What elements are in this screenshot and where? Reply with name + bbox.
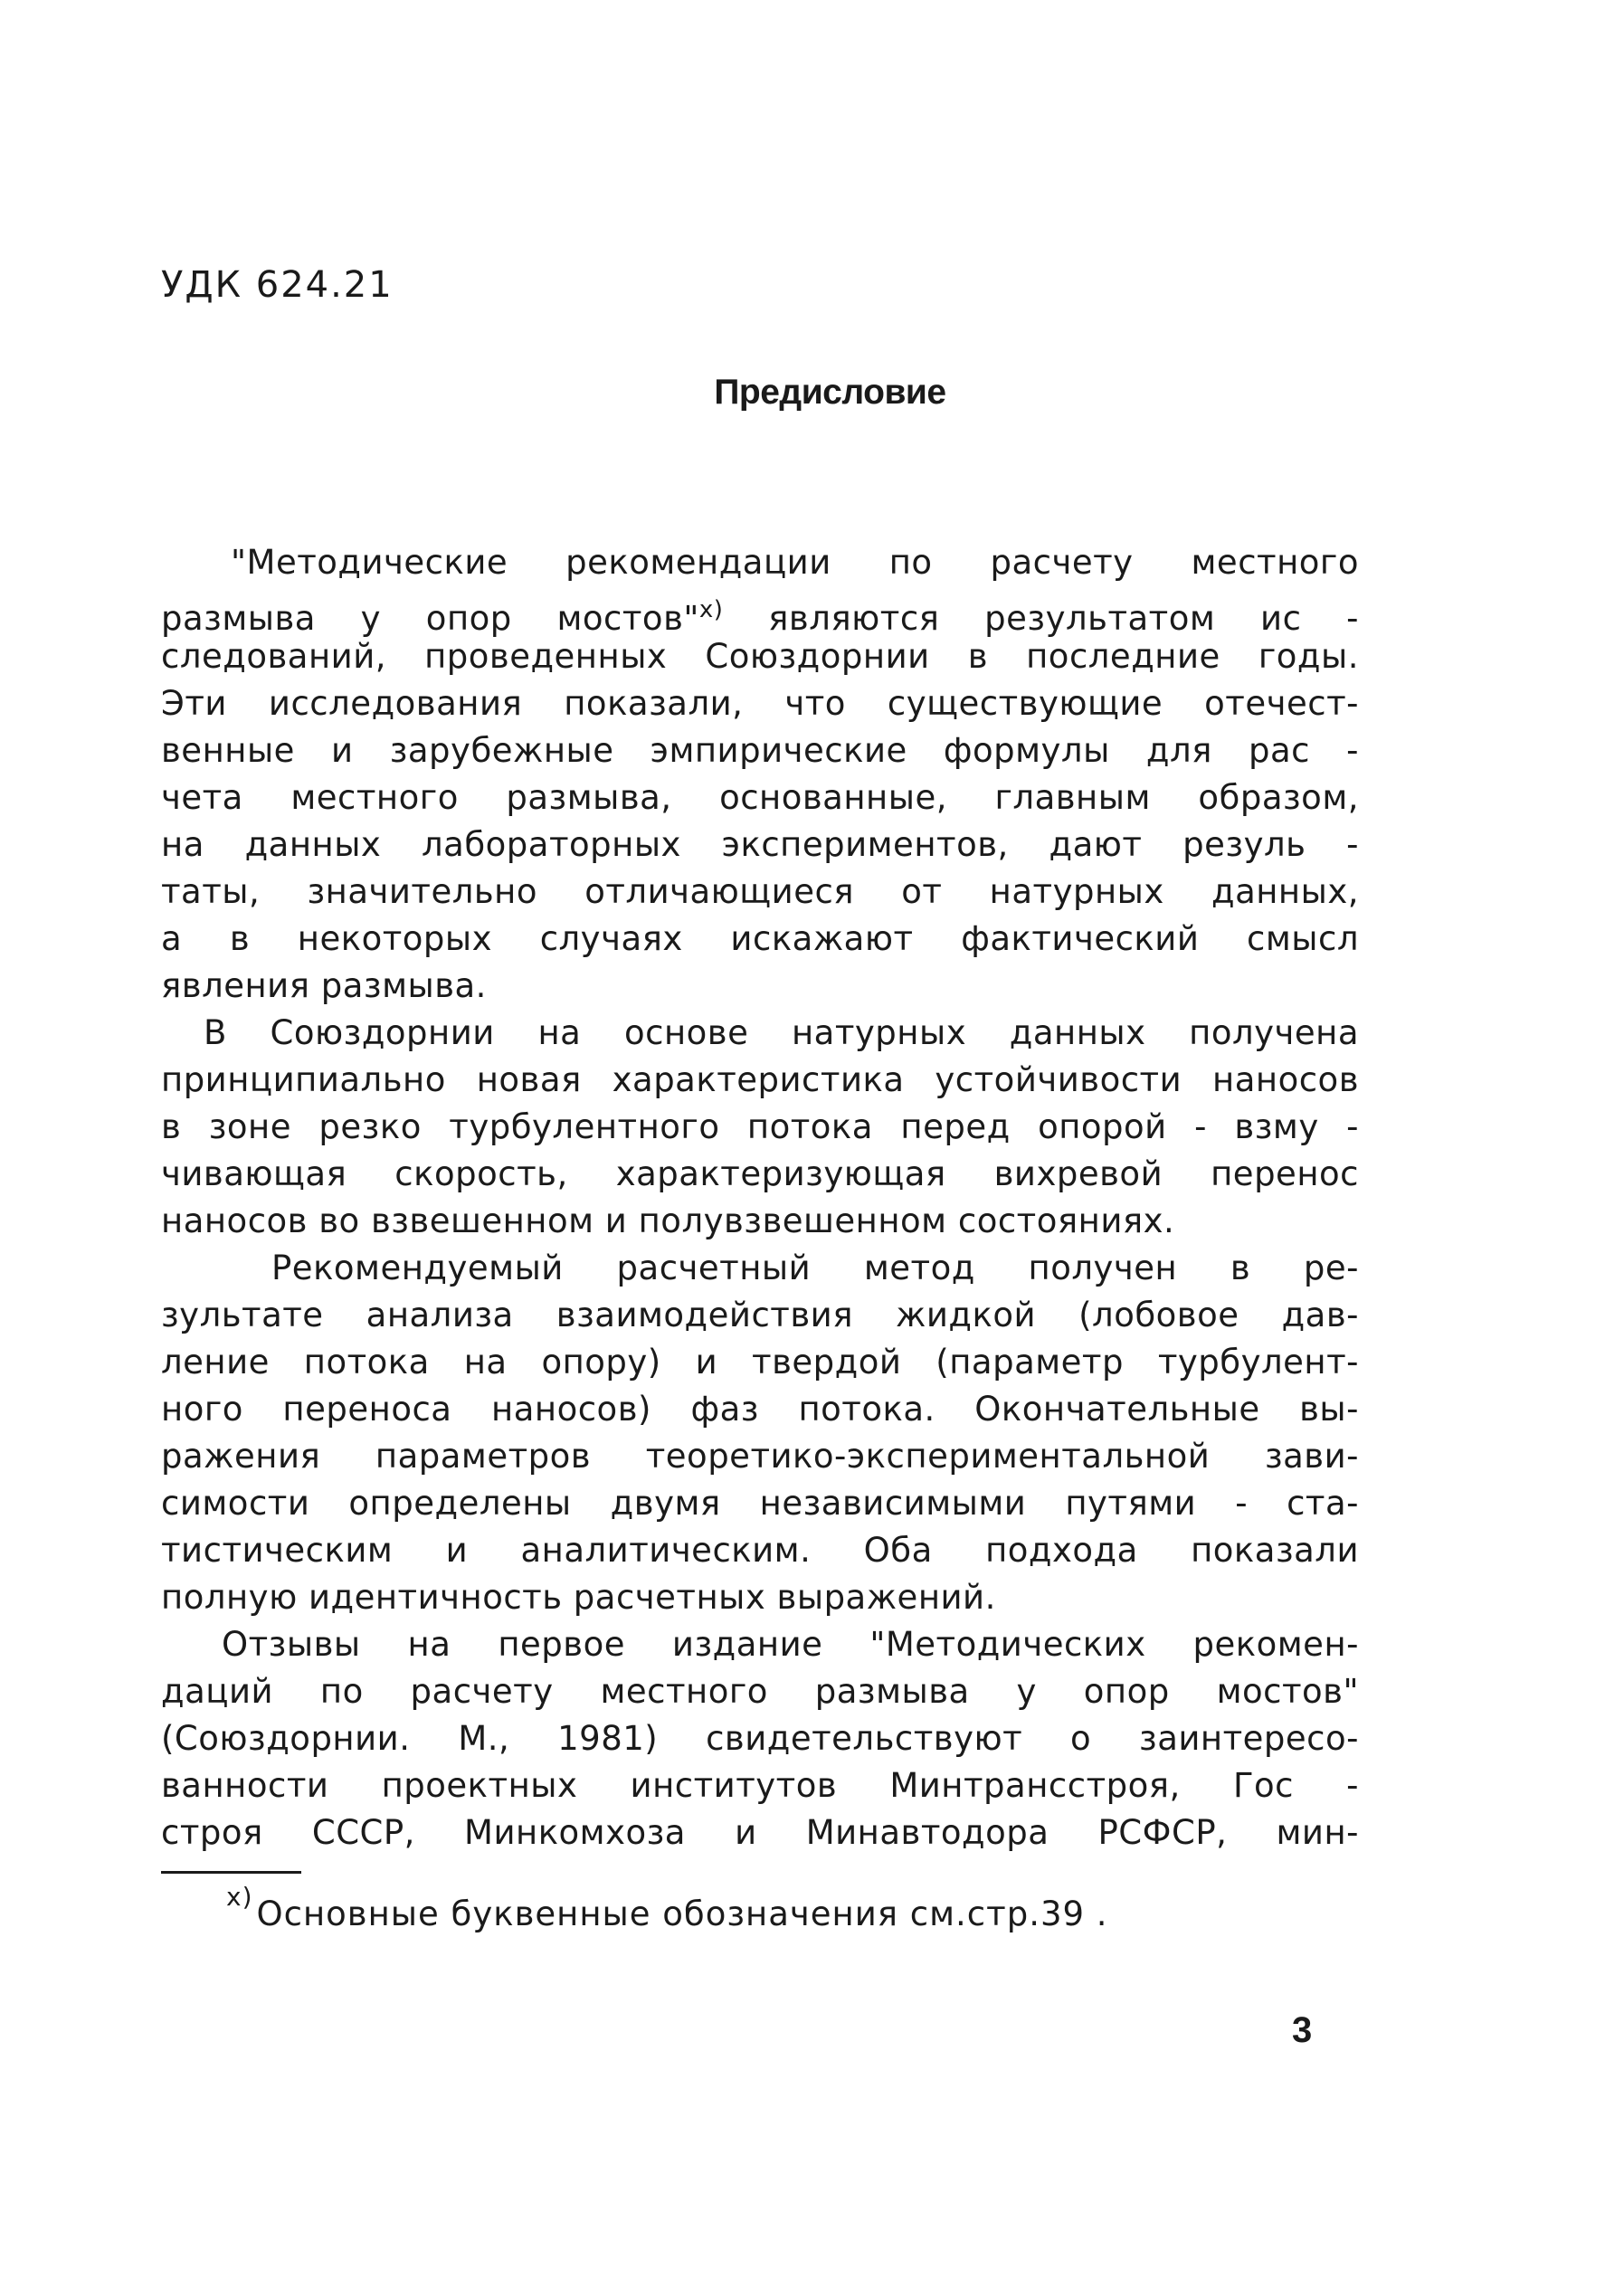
text-line: чета местного размыва, основанные, главным образом,	[161, 778, 1359, 817]
text-line: принципиально новая характеристика устойчивости наносов	[161, 1060, 1359, 1099]
udk-code: УДК 624.21	[161, 264, 394, 306]
footnote-divider	[161, 1871, 301, 1874]
text-line: венные и зарубежные эмпирические формулы для рас -	[161, 731, 1359, 770]
text-line: ражения параметров теоретико-экспериментальной зави-	[161, 1437, 1359, 1476]
footnote-text: Основные буквенные обозначения см.стр.39 .	[256, 1894, 1108, 1933]
footnote-reference: х)	[698, 596, 724, 623]
text-line	[161, 586, 1359, 638]
text-line: ного переноса наносов) фаз потока. Окончательные вы-	[161, 1390, 1359, 1429]
text-line: полную идентичность расчетных выражений.	[161, 1578, 996, 1617]
text-line: следований, проведенных Союздорнии в последние годы.	[161, 637, 1359, 676]
section-heading: Предисловие	[714, 373, 946, 412]
text-line: тистическим и аналитическим. Оба подхода показали	[161, 1531, 1359, 1570]
text-fragment: являются результатом ис -	[723, 599, 1359, 638]
text-line: симости определены двумя независимыми путями - ста-	[161, 1484, 1359, 1523]
footnote-marker: х)	[226, 1882, 253, 1912]
text-line: на данных лабораторных экспериментов, дают резуль -	[161, 825, 1359, 864]
text-line: Отзывы на первое издание "Методических рекомен-	[222, 1625, 1359, 1664]
text-line: в зоне резко турбулентного потока перед опорой - взму -	[161, 1107, 1359, 1146]
text-line: "Методические рекомендации по расчету местного	[231, 543, 1359, 582]
text-line: (Союздорнии. М., 1981) свидетельствуют о заинтересо-	[161, 1719, 1359, 1758]
text-line: В Союздорнии на основе натурных данных получена	[204, 1013, 1359, 1052]
footnote	[226, 1882, 1108, 1941]
text-line: строя СССР, Минкомхоза и Минавтодора РСФСР, мин-	[161, 1813, 1359, 1852]
text-line: таты, значительно отличающиеся от натурных данных,	[161, 872, 1359, 911]
text-line: а в некоторых случаях искажают фактический смысл	[161, 919, 1359, 958]
text-line: явления размыва.	[161, 966, 487, 1005]
text-line: Рекомендуемый расчетный метод получен в ре-	[271, 1249, 1359, 1287]
text-line: зультате анализа взаимодействия жидкой (лобовое дав-	[161, 1296, 1359, 1334]
text-line: ление потока на опору) и твердой (параметр турбулент-	[161, 1343, 1359, 1382]
text-line: Эти исследования показали, что существующие отечест-	[161, 684, 1359, 723]
page-number: 3	[1292, 2010, 1313, 2050]
text-line: даций по расчету местного размыва у опор мостов"	[161, 1672, 1359, 1711]
text-line: чивающая скорость, характеризующая вихревой перенос	[161, 1154, 1359, 1193]
text-fragment: размыва у опор мостов"	[161, 599, 699, 638]
text-line: наносов во взвешенном и полувзвешенном состояниях.	[161, 1201, 1175, 1240]
text-line: ванности проектных институтов Минтрансстроя, Гос -	[161, 1766, 1359, 1805]
